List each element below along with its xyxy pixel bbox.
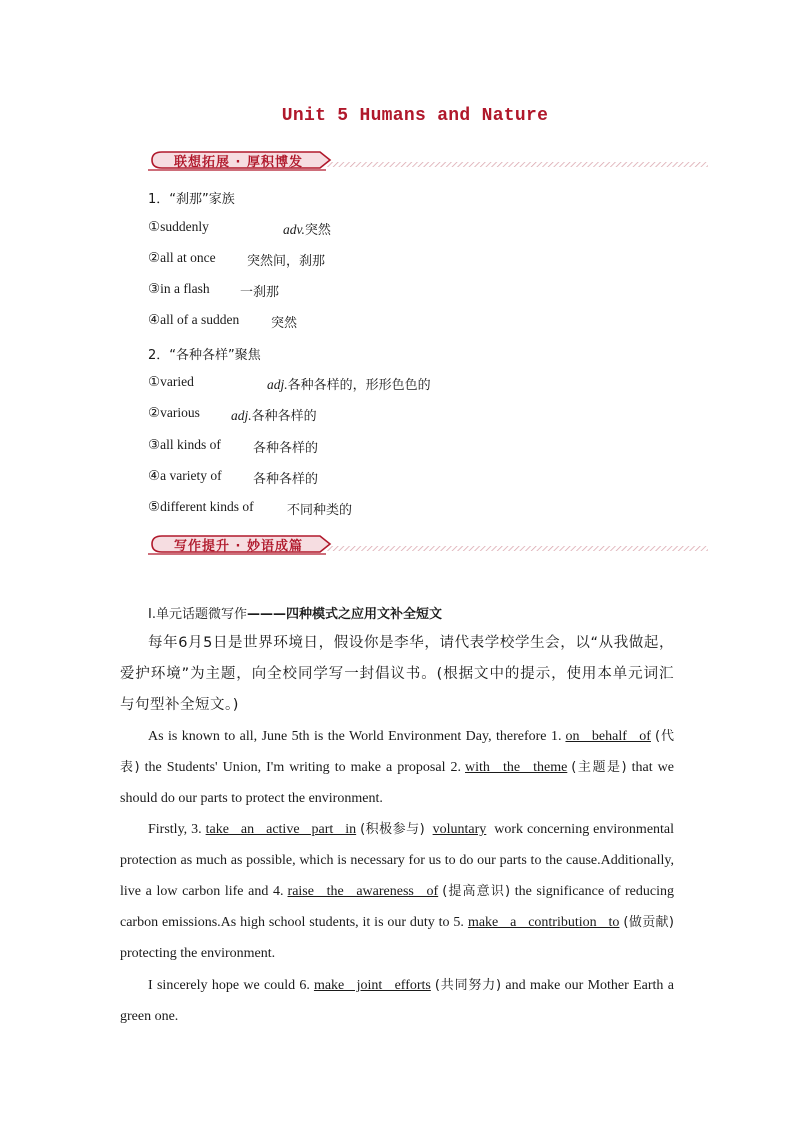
- hint: (提高意识): [442, 884, 511, 899]
- list-item: ③all kinds of: [148, 437, 221, 452]
- item-definition: [240, 281, 279, 300]
- item-term: in a flash: [160, 281, 210, 296]
- list-item: ③in a flash: [148, 281, 210, 296]
- hint: (代表): [120, 729, 674, 775]
- answer-blank: raise the awareness of: [287, 884, 439, 899]
- item-definition: [267, 374, 431, 393]
- item-term: suddenly: [160, 219, 209, 234]
- item-meaning: 突然间，刹那: [247, 254, 326, 269]
- group-heading: 1．“刹那”家族: [148, 192, 235, 207]
- item-term: varied: [160, 374, 194, 389]
- list-item: ②all at once: [148, 250, 216, 265]
- group-heading: 2．“各种各样”聚焦: [148, 348, 261, 363]
- hint: (共同努力): [434, 978, 502, 993]
- item-definition: [253, 437, 318, 456]
- item-meaning: 各种各样的: [253, 472, 319, 487]
- item-number: ①: [148, 219, 161, 234]
- list-item: ⑤different kinds of: [148, 499, 254, 514]
- item-definition: [247, 250, 325, 269]
- answer-blank: voluntary: [432, 822, 487, 837]
- hint: (主题是): [571, 760, 627, 775]
- item-pos: adj.: [231, 408, 252, 423]
- item-definition: [271, 312, 297, 331]
- item-meaning: 一刹那: [240, 285, 280, 300]
- item-definition: [283, 219, 331, 238]
- section-dash: ———: [246, 607, 286, 622]
- essay-paragraph: Firstly, 3. take an active part in (积极参与) voluntary work concerning environmental protection as much as possible, which is necessary for us to do our parts to the cause.Additionally, live a low carbon life and 4. raise the awareness of (提高意识) the significance of reducing carbon emissions.As high school students, it is our duty to 5. make a contribution to (做贡献) protecting the environment.: [120, 822, 675, 961]
- list-item: ①varied: [148, 374, 194, 389]
- list-item: ④a variety of: [148, 468, 222, 483]
- item-term: various: [160, 405, 200, 420]
- item-term: a variety of: [160, 468, 222, 483]
- item-meaning: 各种各样的，形形色色的: [287, 378, 431, 393]
- item-meaning: 突然: [271, 316, 298, 331]
- item-term: all at once: [160, 250, 216, 265]
- item-pos: adv.: [283, 222, 305, 237]
- task-instructions: 每年6月5日是世界环境日，假设你是李华，请代表学校学生会，以“从我做起，爱护环境”为主题，向全校同学写一封倡议书。(根据文中的提示，使用本单元词汇与句型补全短文。): [120, 635, 674, 713]
- answer-blank: make a contribution to: [467, 915, 620, 930]
- list-item: ②various: [148, 405, 200, 420]
- item-meaning: 各种各样的: [253, 441, 319, 456]
- hint: (做贡献): [623, 915, 674, 930]
- item-definition: [231, 405, 317, 424]
- banner-title: 写作提升 · 妙语成篇: [174, 539, 303, 554]
- list-item: ④all of a sudden: [148, 312, 240, 327]
- banner-title: 联想拓展 · 厚积博发: [174, 155, 303, 170]
- item-definition: [253, 468, 318, 487]
- item-term: all kinds of: [160, 437, 221, 452]
- essay-paragraph: As is known to all, June 5th is the World Environment Day, therefore 1. on behalf of (代表) the Students' Union, I'm writing to make a proposal 2. with the theme (主题是) that we should do our parts to protect the environment.: [120, 729, 674, 806]
- answer-blank: with the theme: [465, 760, 568, 775]
- section-banner-writing: [148, 532, 708, 556]
- item-meaning: 突然: [304, 223, 331, 238]
- section-heading: [148, 603, 442, 622]
- essay-paragraph: I sincerely hope we could 6. make joint efforts (共同努力) and make our Mother Earth a green one.: [120, 978, 674, 1024]
- item-term: all of a sudden: [160, 312, 240, 327]
- item-term: different kinds of: [160, 499, 254, 514]
- item-pos: adj.: [267, 377, 288, 392]
- section-banner-association: [148, 148, 708, 172]
- list-item: [148, 219, 209, 235]
- item-meaning: 不同种类的: [287, 503, 353, 518]
- answer-blank: make joint efforts: [313, 978, 431, 993]
- section-prefix: Ⅰ.单元话题微写作: [148, 607, 247, 622]
- answer-blank: on behalf of: [565, 729, 651, 744]
- answer-blank: take an active part in: [205, 822, 357, 837]
- item-definition: [287, 499, 352, 518]
- item-meaning: 各种各样的: [251, 409, 317, 424]
- section-title: 四种模式之应用文补全短文: [285, 607, 442, 622]
- hint: (积极参与): [360, 822, 425, 837]
- page-title: Unit 5 Humans and Nature: [281, 106, 549, 126]
